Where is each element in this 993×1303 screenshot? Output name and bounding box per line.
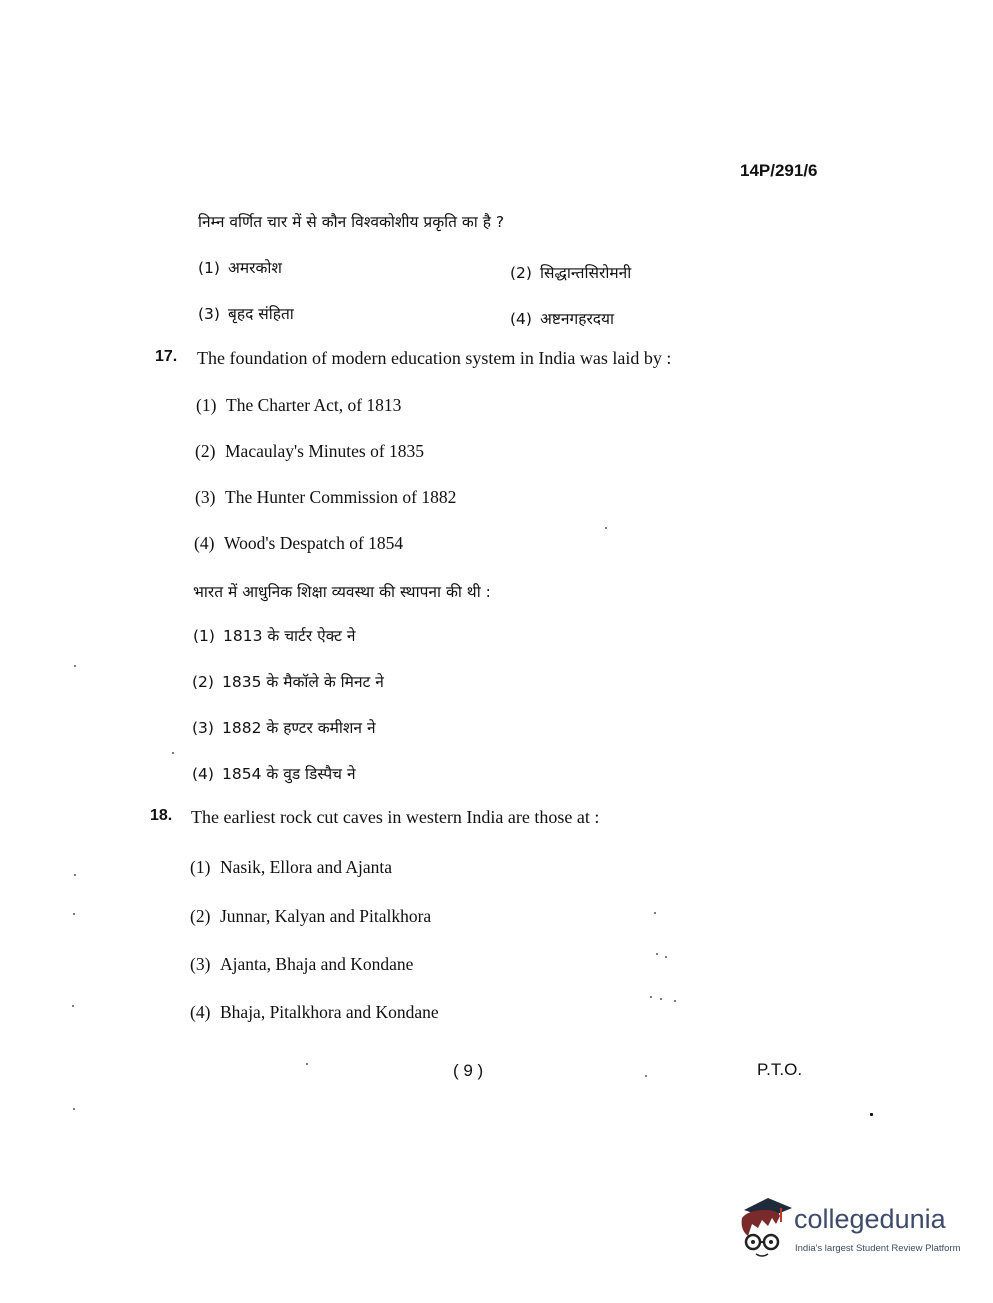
scan-speck [74,874,76,876]
q17-hindi-option-3 [192,716,376,738]
option-text: सिद्धान्तसिरोमनी [540,264,632,282]
option-number: (1) [196,395,217,415]
option-text: Macaulay's Minutes of 1835 [225,441,425,461]
question-18-text: The earliest rock cut caves in western India are those at : [191,807,600,827]
option-number: (3) [190,954,211,974]
q16-option-3 [198,302,294,324]
page-number: ( 9 ) [453,1061,484,1080]
q16-option-1 [198,256,282,278]
scan-speck [660,998,662,1000]
scan-speck [72,1005,74,1007]
option-number: (3) [198,305,220,323]
option-number: (4) [194,533,215,553]
option-number: (1) [193,627,215,645]
q17-option-1 [196,395,401,416]
scan-speck [74,665,76,667]
option-text: Nasik, Ellora and Ajanta [220,857,393,877]
pto-label: P.T.O. [757,1060,803,1079]
option-text: 1835 के मैकॉले के मिनट ने [222,673,384,691]
scan-speck [605,527,607,529]
collegedunia-watermark [736,1196,966,1266]
student-mascot-icon [736,1196,794,1260]
q18-option-2 [190,906,431,927]
option-number: (2) [192,673,214,691]
scan-speck [674,1000,676,1002]
scan-speck [645,1075,647,1077]
scan-speck [870,1113,873,1116]
question-18-number: 18. [150,807,173,824]
option-text: 1882 के हण्टर कमीशन ने [222,719,376,737]
option-number: (1) [190,857,211,877]
scan-speck [172,752,174,754]
question-17-text: The foundation of modern education system in India was laid by : [197,348,672,368]
question-17-hindi: भारत में आधुनिक शिक्षा व्यवस्था की स्थापना की थी : [193,583,491,601]
option-text: 1854 के वुड डिस्पैच ने [222,765,356,783]
question-17-number: 17. [155,348,178,365]
scan-speck [306,1063,308,1065]
watermark-brand: collegedunia [794,1204,946,1234]
option-number: (4) [192,765,214,783]
paper-code: 14P/291/6 [740,161,818,180]
option-number: (2) [510,264,532,282]
scan-speck [656,953,658,955]
q17-hindi-option-4 [192,762,356,784]
option-number: (2) [190,906,211,926]
watermark-tagline: India's largest Student Review Platform [795,1243,961,1254]
option-text: Bhaja, Pitalkhora and Kondane [220,1002,439,1022]
option-number: (1) [198,259,220,277]
option-number: (3) [192,719,214,737]
option-text: अष्टनगहरदया [540,310,615,328]
option-text: The Hunter Commission of 1882 [225,487,457,507]
q16-option-4 [510,307,614,329]
q18-option-3 [190,954,413,975]
option-number: (4) [190,1002,211,1022]
scan-speck [654,912,656,914]
q17-option-2 [195,441,424,462]
option-text: Junnar, Kalyan and Pitalkhora [220,906,432,926]
option-text: Ajanta, Bhaja and Kondane [220,954,414,974]
q18-option-4 [190,1002,439,1023]
scan-speck [73,1108,75,1110]
option-text: 1813 के चार्टर ऐक्ट ने [223,627,356,645]
option-text: The Charter Act, of 1813 [226,395,402,415]
question-16-hindi: निम्न वर्णित चार में से कौन विश्वकोशीय प्रकृति का है ? [198,213,505,231]
q17-hindi-option-1 [193,624,356,646]
q16-option-2 [510,261,631,283]
option-text: Wood's Despatch of 1854 [224,533,404,553]
q17-option-3 [195,487,456,508]
option-number: (3) [195,487,216,507]
q17-option-4 [194,533,403,554]
q17-hindi-option-2 [192,670,384,692]
scan-speck [650,996,652,998]
scan-speck [73,913,75,915]
option-text: अमरकोश [228,259,282,277]
q18-option-1 [190,857,392,878]
option-number: (2) [195,441,216,461]
scan-speck [665,956,667,958]
option-number: (4) [510,310,532,328]
option-text: बृहद संहिता [228,305,294,323]
